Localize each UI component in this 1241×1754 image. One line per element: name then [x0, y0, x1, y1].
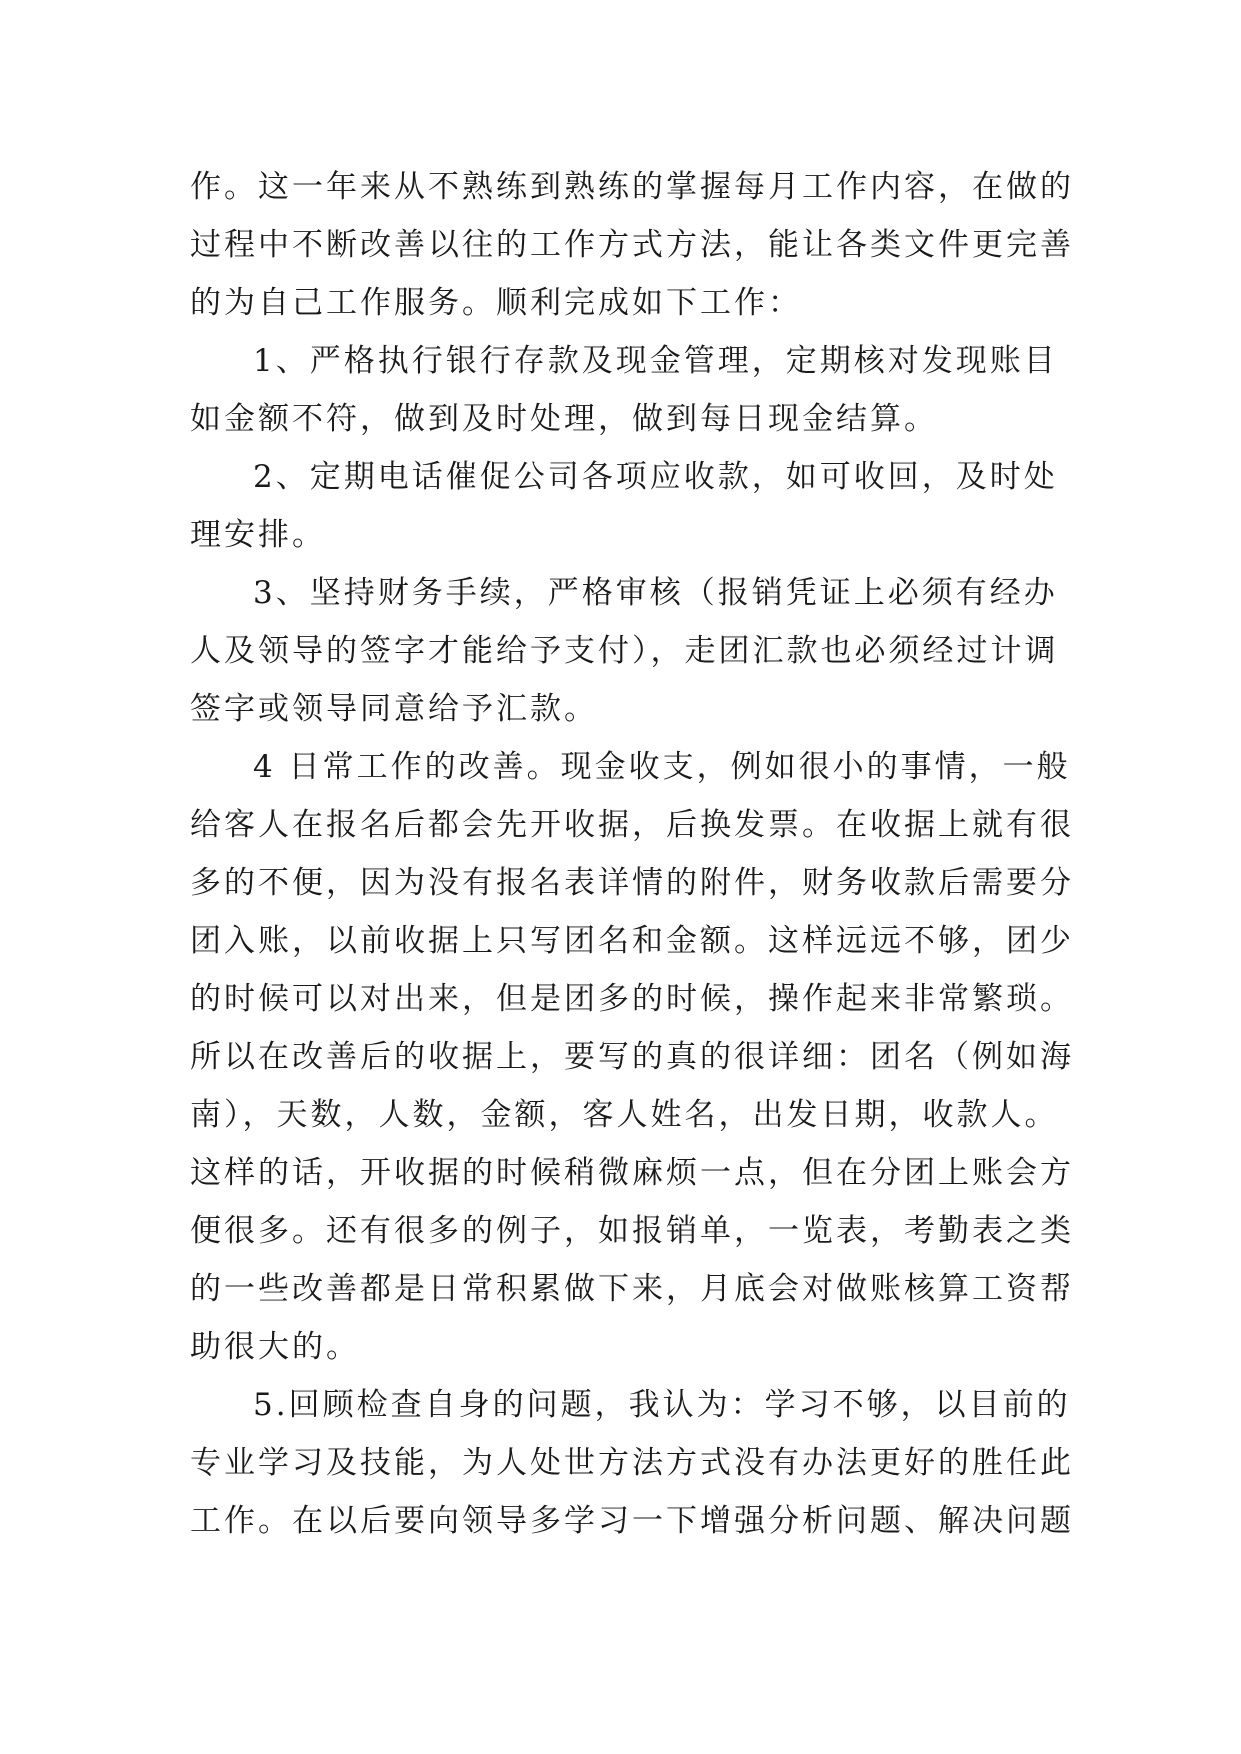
text-line: 4 日常工作的改善。现金收支，例如很小的事情，一般	[253, 749, 1071, 785]
text-line: 专业学习及技能，为人处世方法方式没有办法更好的胜任此	[190, 1445, 1074, 1481]
text-line: 南），天数，人数，金额，客人姓名，出发日期，收款人。	[190, 1097, 1059, 1133]
text-line: 如金额不符，做到及时处理，做到每日现金结算。	[190, 401, 938, 437]
text-line: 团入账，以前收据上只写团名和金额。这样远远不够，团少	[190, 923, 1074, 959]
text-line: 过程中不断改善以往的工作方式方法，能让各类文件更完善	[190, 227, 1074, 263]
text-line: 作。这一年来从不熟练到熟练的掌握每月工作内容，在做的	[190, 169, 1074, 205]
text-line: 5.回顾检查自身的问题，我认为：学习不够，以目前的	[253, 1387, 1071, 1423]
text-line: 2、定期电话催促公司各项应收款，如可收回，及时处	[253, 459, 1058, 495]
body-text	[190, 158, 1074, 1550]
text-line: 理安排。	[190, 517, 326, 553]
text-line: 的一些改善都是日常积累做下来，月底会对做账核算工资帮	[190, 1271, 1074, 1307]
text-line: 3、坚持财务手续，严格审核（报销凭证上必须有经办	[253, 575, 1058, 611]
text-line: 人及领导的签字才能给予支付），走团汇款也必须经过计调	[190, 633, 1059, 669]
text-line: 便很多。还有很多的例子，如报销单，一览表，考勤表之类	[190, 1213, 1074, 1249]
text-line: 工作。在以后要向领导多学习一下增强分析问题、解决问题	[190, 1503, 1074, 1539]
text-line: 所以在改善后的收据上，要写的真的很详细：团名（例如海	[190, 1039, 1074, 1075]
text-line: 给客人在报名后都会先开收据，后换发票。在收据上就有很	[190, 807, 1074, 843]
text-line: 签字或领导同意给予汇款。	[190, 691, 598, 727]
text-line: 1、严格执行银行存款及现金管理，定期核对发现账目	[253, 343, 1058, 379]
text-line: 的为自己工作服务。顺利完成如下工作：	[190, 285, 802, 321]
text-line: 的时候可以对出来，但是团多的时候，操作起来非常繁琐。	[190, 981, 1074, 1017]
text-line: 多的不便，因为没有报名表详情的附件，财务收款后需要分	[190, 865, 1074, 901]
text-line: 这样的话，开收据的时候稍微麻烦一点，但在分团上账会方	[190, 1155, 1074, 1191]
text-line: 助很大的。	[190, 1329, 360, 1365]
